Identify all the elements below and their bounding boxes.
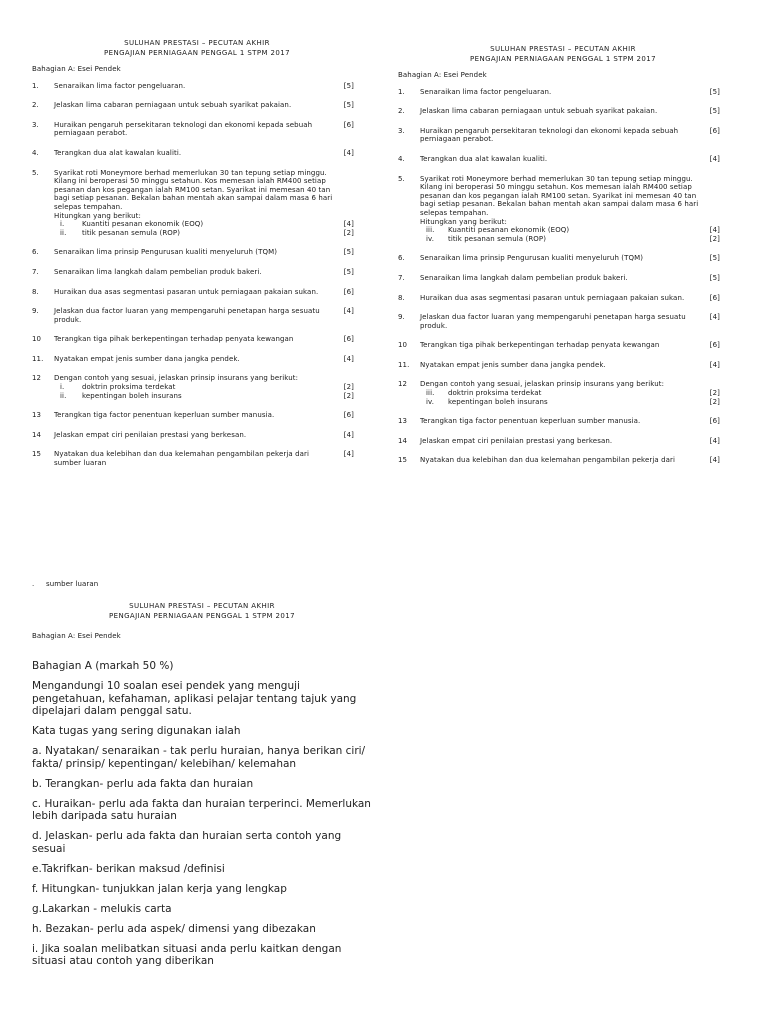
question-mark: [5] [343,248,354,257]
question-item [32,268,362,277]
question-body [54,431,362,440]
question-item [398,361,728,370]
question-text: Jelaskan empat ciri penilaian prestasi yang berkesan. [54,430,247,439]
question-text: Terangkan tiga factor penentuan keperluan sumber manusia. [420,417,641,426]
header-line-1: SULUHAN PRESTASI – PECUTAN AKHIR [490,45,636,53]
question-item [398,274,728,283]
notes-item: e.Takrifkan- berikan maksud /definisi [32,862,225,875]
question-item [32,411,362,420]
question-item [398,456,728,465]
question-text: Jelaskan empat ciri penilaian prestasi yang berkesan. [420,436,613,445]
question-number: 4. [398,154,405,163]
question-body [420,175,728,244]
question-mark: [5] [343,267,354,276]
sub-question-mark: [2] [343,391,354,400]
question-mark: [6] [343,411,354,420]
question-text: Terangkan tiga pihak berkepentingan terhadap penyata kewangan [420,341,660,350]
question-body [54,335,362,344]
question-mark: [6] [343,120,354,129]
question-number: 13 [32,411,42,420]
question-item [398,107,728,116]
sub-question-mark: [2] [709,389,720,398]
sub-question-text: doktrin proksima terdekat [448,389,542,398]
sub-question [420,234,720,244]
question-number: 4. [32,148,39,157]
question-body [54,288,362,297]
sub-question-text: titik pesanan semula (ROP) [82,228,181,237]
question-text: Senaraikan lima factor pengeluaran. [54,81,186,90]
notes-item: h. Bezakan- perlu ada aspek/ dimensi yang dibezakan [32,922,316,935]
question-mark: [4] [343,354,354,363]
question-text: Huraikan dua asas segmentasi pasaran untuk perniagaan pakaian sukan. [420,293,685,302]
sub-question-number: i. [60,383,65,392]
question-mark: [4] [343,450,354,459]
question-instruction: Hitungkan yang berikut: [420,217,507,226]
question-number: 10 [32,335,42,344]
orphan-text: sumber luaran [45,580,99,588]
header-line-2: PENGAJIAN PERNIAGAAN PENGGAL 1 STPM 2017 [104,49,290,57]
notes-paragraph: Kata tugas yang sering digunakan ialah [32,725,241,737]
question-mark: [4] [709,154,720,163]
question-instruction: Hitungkan yang berikut: [54,211,141,220]
question-number: 2. [398,107,405,116]
question-number: 7. [398,273,405,282]
sub-question-mark: [2] [709,397,720,406]
question-item [32,101,362,110]
question-text: Terangkan dua alat kawalan kualiti. [54,148,182,157]
question-number: 10 [398,341,408,350]
question-mark: [5] [709,107,720,116]
header-line-1: SULUHAN PRESTASI – PECUTAN AKHIR [124,39,270,47]
sub-question-mark: [2] [343,228,354,237]
question-body [420,155,728,164]
question-mark: [5] [343,81,354,90]
question-item [32,355,362,364]
header-line-2: PENGAJIAN PERNIAGAAN PENGGAL 1 STPM 2017 [470,55,656,63]
question-text: Nyatakan empat jenis sumber dana jangka pendek. [54,354,240,363]
question-text: Senaraikan lima langkah dalam pembelian produk bakeri. [54,267,262,276]
sub-question-number: iii. [426,226,435,235]
question-body [420,456,728,465]
question-item [32,335,362,344]
question-text: Dengan contoh yang sesuai, jelaskan prinsip insurans yang berikut: [420,380,665,389]
header-line-2: PENGAJIAN PERNIAGAAN PENGGAL 1 STPM 2017 [109,612,295,620]
question-body [420,341,728,350]
question-text: Terangkan dua alat kawalan kualiti. [420,154,548,163]
notes-paragraph: Mengandungi 10 soalan esei pendek yang menguji pengetahuan, kefahaman, aplikasi pelajar tentang tajuk yang dipelajari dalam penggal satu. [32,680,357,717]
question-body [54,121,362,138]
sub-question-number: ii. [60,391,67,400]
sub-question-mark: [4] [343,220,354,229]
question-item [32,82,362,91]
question-body [420,294,728,303]
question-mark: [6] [709,126,720,135]
question-item [32,374,362,400]
question-item [398,127,728,144]
question-text: Senaraikan lima prinsip Pengurusan kualiti menyeluruh (TQM) [54,248,278,257]
section-title: Bahagian A: Esei Pendek [32,632,121,640]
question-number: 1. [398,87,405,96]
notes-block [32,660,372,975]
question-number: 1. [32,81,39,90]
question-text: Huraikan dua asas segmentasi pasaran untuk perniagaan pakaian sukan. [54,287,319,296]
question-item [32,169,362,238]
section-title: Bahagian A: Esei Pendek [32,65,121,73]
question-text: Nyatakan empat jenis sumber dana jangka pendek. [420,360,606,369]
question-mark: [5] [343,101,354,110]
question-body [54,169,362,238]
question-number: 3. [32,120,39,129]
question-number: 5. [398,174,405,183]
question-body [420,437,728,446]
question-item [32,307,362,324]
sub-question-text: Kuantiti pesanan ekonomik (EOQ) [448,226,570,235]
question-body [54,450,362,467]
notes-item: i. Jika soalan melibatkan situasi anda perlu kaitkan dengan situasi atau contoh yang diberikan [32,942,342,967]
question-body [54,82,362,91]
question-item [398,437,728,446]
question-number: 12 [398,380,408,389]
question-item [398,254,728,263]
notes-item: a. Nyatakan/ senaraikan - tak perlu huraian, hanya berikan ciri/ fakta/ prinsip/ kepentingan/ kelebihan/ kelemahan [32,745,366,770]
question-body [420,380,728,406]
notes-sheet-header [32,580,372,649]
question-number: 9. [398,313,405,322]
question-body [420,127,728,144]
question-body [420,88,728,97]
question-text: Dengan contoh yang sesuai, jelaskan prinsip insurans yang berikut: [54,374,299,383]
section-title: Bahagian A: Esei Pendek [398,71,487,79]
notes-item: g.Lakarkan - melukis carta [32,902,172,915]
sub-question-number: i. [60,220,65,229]
question-item [32,288,362,297]
question-item [398,175,728,244]
question-body [54,355,362,364]
question-text: Jelaskan dua factor luaran yang mempengaruhi penetapan harga sesuatu produk. [420,313,686,330]
question-mark: [6] [709,341,720,350]
question-body [54,307,362,324]
question-item [32,431,362,440]
sheet-header [32,601,372,621]
question-number: 6. [398,254,405,263]
question-mark: [4] [709,313,720,322]
question-mark: [4] [343,148,354,157]
sheet-header [398,44,728,64]
question-text: Nyatakan dua kelebihan dan dua kelemahan pengambilan pekerja dari sumber luaran [54,450,310,468]
notes-item: c. Huraikan- perlu ada fakta dan huraian terperinci. Memerlukan lebih daripada satu huraian [32,797,371,822]
question-item [32,248,362,257]
question-mark: [5] [709,273,720,282]
question-mark: [4] [343,430,354,439]
sub-question-number: iv. [426,234,435,243]
sub-question-mark: [4] [709,226,720,235]
question-number: 15 [398,456,408,465]
sub-question [420,397,720,407]
question-body [420,274,728,283]
question-text: Senaraikan lima prinsip Pengurusan kualiti menyeluruh (TQM) [420,254,644,263]
question-number: 5. [32,168,39,177]
question-text: Nyatakan dua kelebihan dan dua kelemahan pengambilan pekerja dari [420,456,676,465]
question-body [54,268,362,277]
question-mark: [5] [709,254,720,263]
question-text: Jelaskan lima cabaran perniagaan untuk sebuah syarikat pakaian. [54,101,292,110]
sheet-header [32,38,362,58]
question-text: Syarikat roti Moneymore berhad memerlukan 30 tan tepung setiap minggu. Kilang ini beroperasi 50 minggu setahun. Kos memesan ialah RM400 setiap pesanan dan kos pegangan ialah RM100 setan. Syarikat ini memesan 40 tan bagi setiap pesanan. Bekalan bahan mentah akan sampai dalam masa 6 hari selepas tempahan. [54,168,333,211]
question-item [398,88,728,97]
question-item [32,450,362,467]
question-body [54,411,362,420]
sub-question [54,220,354,229]
question-item [398,417,728,426]
sub-question-text: kepentingan boleh insurans [82,391,182,400]
question-number: 15 [32,450,42,459]
question-body [54,149,362,158]
question-body [54,101,362,110]
question-body [420,254,728,263]
sub-question [420,389,720,398]
sub-question-number: ii. [60,228,67,237]
question-body [420,313,728,330]
question-text: Jelaskan dua factor luaran yang mempengaruhi penetapan harga sesuatu produk. [54,307,320,324]
question-text: Huraikan pengaruh persekitaran teknologi dan ekonomi kepada sebuah perniagaan perabot. [54,120,313,138]
question-mark: [5] [709,87,720,96]
question-sheet-left [32,38,362,479]
question-number: 14 [398,436,408,445]
notes-item: b. Terangkan- perlu ada fakta dan huraian [32,777,254,790]
sub-question-number: iv. [426,397,435,406]
question-body [420,361,728,370]
notes-item: f. Hitungkan- tunjukkan jalan kerja yang lengkap [32,882,287,895]
question-mark: [4] [709,436,720,445]
question-number: 2. [32,101,39,110]
sub-question-mark: [2] [343,383,354,392]
question-list [32,82,362,468]
question-text: Terangkan tiga factor penentuan keperluan sumber manusia. [54,411,275,420]
question-number: 14 [32,430,42,439]
question-sheet-right [398,44,728,476]
question-text: Syarikat roti Moneymore berhad memerlukan 30 tan tepung setiap minggu. Kilang ini beroperasi 50 minggu setahun. Kos memesan ialah RM400 setiap pesanan dan kos pegangan ialah RM100 setan. Syarikat ini memesan 40 tan bagi setiap pesanan. Bekalan bahan mentah akan sampai dalam masa 6 hari selepas tempahan. [420,174,699,217]
question-text: Senaraikan lima langkah dalam pembelian produk bakeri. [420,273,628,282]
question-number: 8. [32,287,39,296]
question-item [398,155,728,164]
sub-question [54,391,354,401]
question-body [420,417,728,426]
sub-question [420,226,720,235]
question-number: 11. [32,354,44,363]
question-item [398,380,728,406]
question-text: Huraikan pengaruh persekitaran teknologi dan ekonomi kepada sebuah perniagaan perabot. [420,126,679,144]
question-item [398,313,728,330]
question-text: Terangkan tiga pihak berkepentingan terhadap penyata kewangan [54,335,294,344]
question-item [32,149,362,158]
sub-question-text: doktrin proksima terdekat [82,383,176,392]
question-number: 9. [32,307,39,316]
question-body [420,107,728,116]
question-mark: [6] [709,293,720,302]
question-number: 13 [398,417,408,426]
question-mark: [4] [343,307,354,316]
question-mark: [6] [343,335,354,344]
notes-title: Bahagian A (markah 50 %) [32,660,174,672]
header-line-1: SULUHAN PRESTASI – PECUTAN AKHIR [129,602,275,610]
question-number: 6. [32,248,39,257]
question-item [32,121,362,138]
sub-question [54,383,354,392]
sub-question-text: titik pesanan semula (ROP) [448,234,547,243]
question-body [54,374,362,400]
sub-question-number: iii. [426,389,435,398]
question-number: 7. [32,267,39,276]
question-item [398,294,728,303]
question-number: 3. [398,126,405,135]
question-body [54,248,362,257]
question-number: 8. [398,293,405,302]
question-text: Senaraikan lima factor pengeluaran. [420,87,552,96]
question-number: 12 [32,374,42,383]
question-list [398,88,728,465]
question-mark: [4] [709,360,720,369]
question-mark: [6] [709,417,720,426]
question-number: 11. [398,360,410,369]
sub-question-text: kepentingan boleh insurans [448,397,548,406]
question-item [398,341,728,350]
question-mark: [4] [709,456,720,465]
sub-question-text: Kuantiti pesanan ekonomik (EOQ) [82,220,204,229]
question-text: Jelaskan lima cabaran perniagaan untuk sebuah syarikat pakaian. [420,107,658,116]
notes-item: d. Jelaskan- perlu ada fakta dan huraian serta contoh yang sesuai [32,830,342,855]
sub-question [54,228,354,238]
question-mark: [6] [343,287,354,296]
sub-question-mark: [2] [709,234,720,243]
orphan-line: . sumber luaran [32,580,99,588]
